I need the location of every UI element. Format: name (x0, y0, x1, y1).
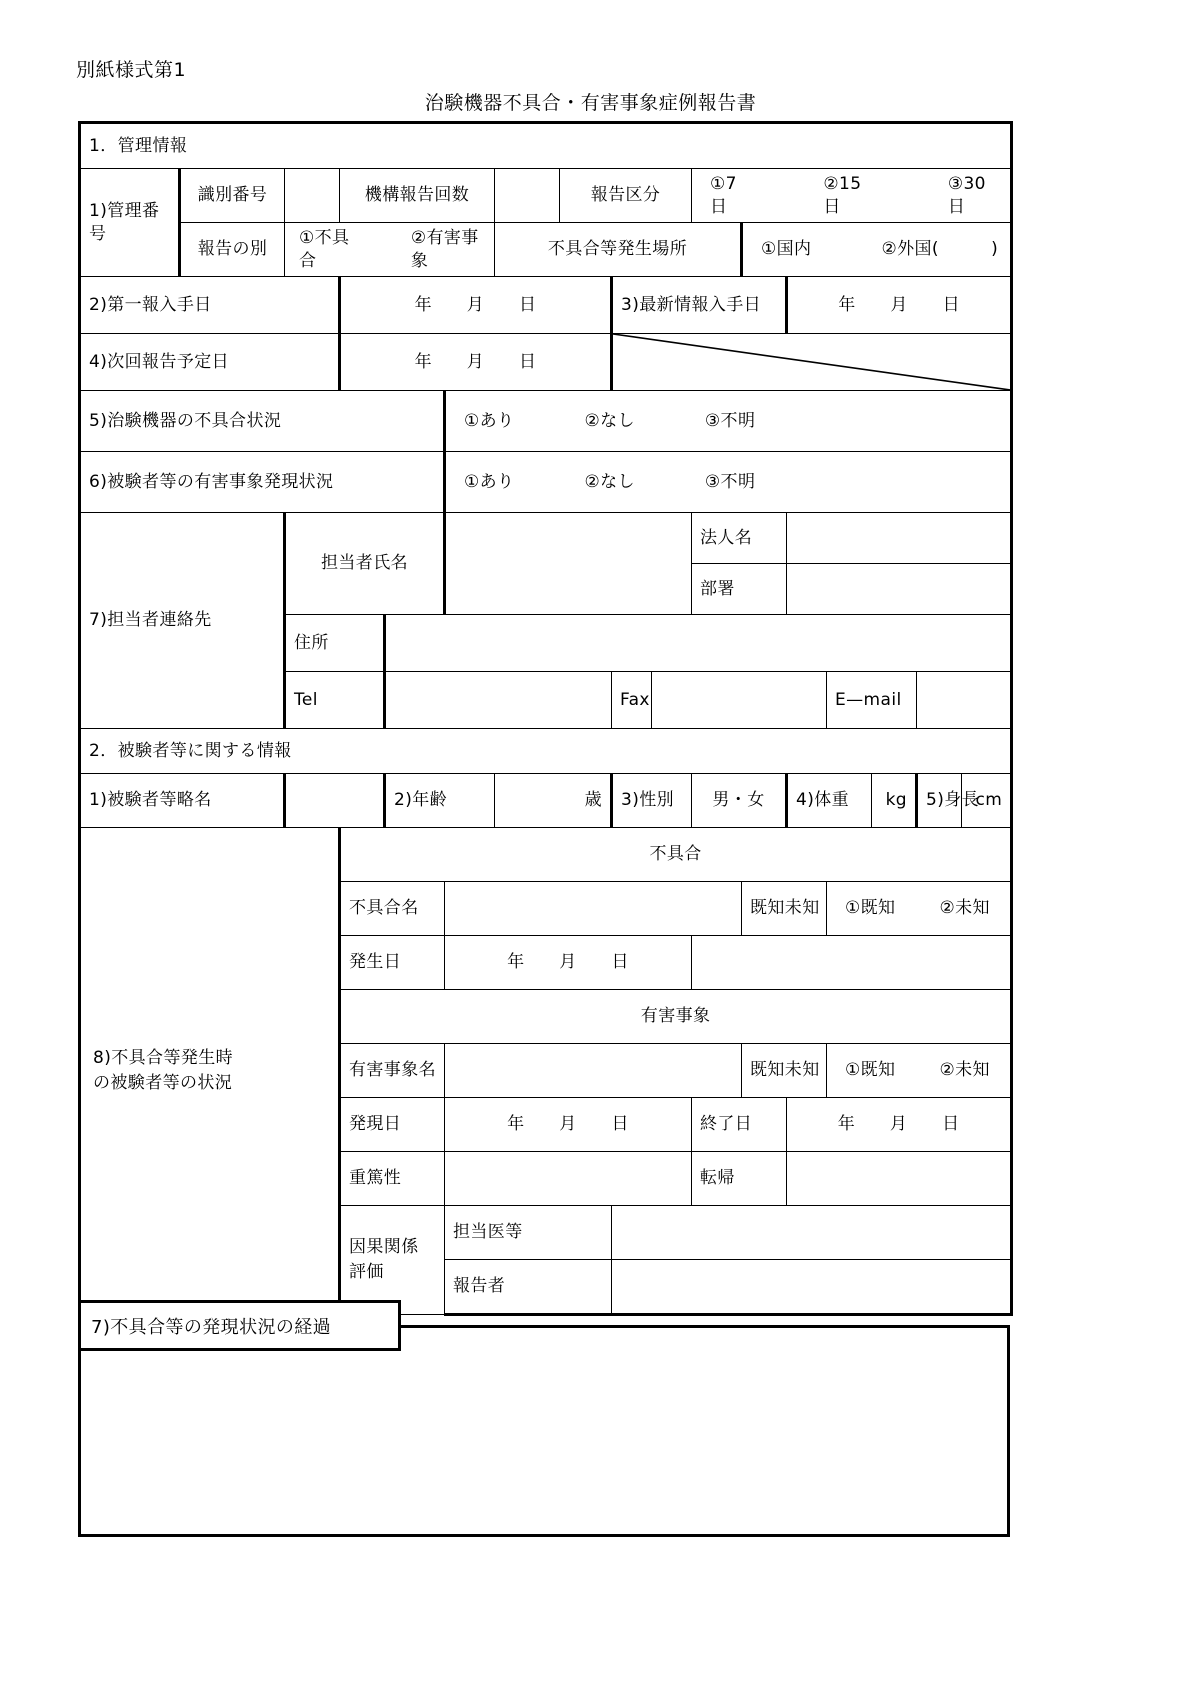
device-malfunction-status-label: 5)治験機器の不具合状況 (80, 391, 445, 452)
subject-ae-status-row (80, 452, 1012, 513)
subject-ae-option-no[interactable]: ②なし (584, 471, 635, 492)
causality-assessment-label-line2: 評価 (349, 1262, 384, 1282)
malfunction-occur-date-blank (692, 936, 1012, 990)
malfunction-known-option-known[interactable]: ①既知 (845, 898, 896, 919)
report-type-option-adverse-event[interactable]: ②有害事象 (410, 227, 479, 271)
occurrence-place-options (742, 223, 1012, 277)
malfunction-heading-row (80, 828, 1012, 882)
subject-ae-status-label: 6)被験者等の有害事象発現状況 (80, 452, 445, 513)
condition-at-occurrence-label (80, 828, 340, 1315)
next-report-date-label: 4)次回報告予定日 (80, 334, 340, 391)
kanri-number-label: 1)管理番号 (80, 169, 180, 277)
email-value[interactable] (917, 672, 1012, 729)
ae-outcome-label: 転帰 (692, 1152, 787, 1206)
subject-ae-status-options (445, 452, 1012, 513)
device-malfunction-option-unknown[interactable]: ③不明 (704, 410, 756, 431)
identification-number-label: 識別番号 (180, 169, 285, 223)
ae-known-label: 既知未知 (742, 1044, 827, 1098)
causality-doctor-value[interactable] (612, 1206, 1012, 1260)
malfunction-known-options (827, 882, 1012, 936)
subject-age-label: 2)年齢 (385, 774, 495, 828)
agency-report-count-value[interactable] (495, 169, 560, 223)
report-type-option-malfunction[interactable]: ①不具合 (299, 227, 350, 271)
contact-section-label: 7)担当者連絡先 (80, 513, 285, 729)
address-label: 住所 (285, 615, 385, 672)
ae-onset-date-label: 発現日 (340, 1098, 445, 1152)
section1-heading: 1．管理情報 (80, 123, 1012, 169)
ae-end-date-label: 終了日 (692, 1098, 787, 1152)
causality-reporter-label: 報告者 (445, 1260, 612, 1315)
causality-doctor-label: 担当医等 (445, 1206, 612, 1260)
subject-ae-option-unknown[interactable]: ③不明 (704, 471, 756, 492)
corporation-name-value[interactable] (787, 513, 1012, 564)
next-report-date-blank-cell (612, 334, 1012, 391)
occurrence-place-option-domestic[interactable]: ①国内 (761, 239, 812, 260)
latest-info-date-label: 3)最新情報入手日 (612, 277, 787, 334)
subject-sex-value[interactable]: 男・女 (692, 774, 787, 828)
subject-height-unit[interactable]: cm (962, 774, 1012, 828)
section1-heading-row (80, 123, 1012, 169)
malfunction-known-label: 既知未知 (742, 882, 827, 936)
report-category-option-15day[interactable]: ②15日 (823, 173, 862, 217)
malfunction-group-heading: 不具合 (340, 828, 1012, 882)
latest-info-date-value[interactable]: 年 月 日 (787, 277, 1012, 334)
subject-demographics-row (80, 774, 1012, 828)
subject-alias-label: 1)被験者等略名 (80, 774, 285, 828)
ae-known-options (827, 1044, 1012, 1098)
email-label: E—mail (827, 672, 917, 729)
ae-severity-label: 重篤性 (340, 1152, 445, 1206)
subject-sex-label: 3)性別 (612, 774, 692, 828)
agency-report-count-label: 機構報告回数 (340, 169, 495, 223)
causality-reporter-value[interactable] (612, 1260, 1012, 1315)
ae-severity-value[interactable] (445, 1152, 692, 1206)
report-form-table (78, 121, 1013, 1316)
identification-number-value[interactable] (285, 169, 340, 223)
next-report-date-row (80, 334, 1012, 391)
ae-name-value[interactable] (445, 1044, 742, 1098)
subject-weight-unit[interactable]: kg (872, 774, 917, 828)
ae-outcome-value[interactable] (787, 1152, 1012, 1206)
next-report-date-value[interactable]: 年 月 日 (340, 334, 612, 391)
malfunction-occur-date-value[interactable]: 年 月 日 (445, 936, 692, 990)
diagonal-strike-line (613, 334, 1010, 390)
contact-name-corp-row (80, 513, 1012, 564)
department-label: 部署 (692, 564, 787, 615)
contact-person-name-label: 担当者氏名 (285, 513, 445, 615)
subject-alias-value[interactable] (285, 774, 385, 828)
ae-end-date-value[interactable]: 年 月 日 (787, 1098, 1012, 1152)
first-report-date-row (80, 277, 1012, 334)
tel-label: Tel (285, 672, 385, 729)
ae-known-option-unknown[interactable]: ②未知 (939, 1060, 990, 1081)
malfunction-name-value[interactable] (445, 882, 742, 936)
device-malfunction-status-row (80, 391, 1012, 452)
subject-age-unit[interactable]: 歳 (495, 774, 612, 828)
ae-known-option-known[interactable]: ①既知 (845, 1060, 896, 1081)
condition-at-occurrence-label-line2: の被験者等の状況 (93, 1073, 233, 1093)
ae-onset-date-value[interactable]: 年 月 日 (445, 1098, 692, 1152)
address-value[interactable] (385, 615, 1012, 672)
causality-assessment-label (340, 1206, 445, 1315)
occurrence-place-option-foreign[interactable]: ②外国( ) (881, 239, 999, 260)
occurrence-place-label: 不具合等発生場所 (495, 223, 742, 277)
kanri-row-2 (80, 223, 1012, 277)
report-type-label: 報告の別 (180, 223, 285, 277)
first-report-date-value[interactable]: 年 月 日 (340, 277, 612, 334)
progress-description-box[interactable] (78, 1325, 1010, 1537)
section2-heading: 2．被験者等に関する情報 (80, 729, 1012, 774)
report-category-label: 報告区分 (560, 169, 692, 223)
ae-group-heading: 有害事象 (340, 990, 1012, 1044)
progress-description-label-box (78, 1300, 401, 1351)
device-malfunction-option-yes[interactable]: ①あり (464, 410, 515, 431)
contact-person-name-value[interactable] (445, 513, 692, 615)
ae-name-label: 有害事象名 (340, 1044, 445, 1098)
malfunction-occur-date-label: 発生日 (340, 936, 445, 990)
device-malfunction-option-no[interactable]: ②なし (584, 410, 635, 431)
subject-weight-label: 4)体重 (787, 774, 872, 828)
document-title: 治験機器不具合・有害事象症例報告書 (424, 92, 757, 114)
report-category-options (692, 169, 1012, 223)
report-category-option-30day[interactable]: ③30日 (947, 173, 986, 217)
kanri-row-1 (80, 169, 1012, 223)
condition-at-occurrence-label-line1: 8)不具合等発生時 (93, 1048, 234, 1069)
department-value[interactable] (787, 564, 1012, 615)
causality-assessment-label-line1: 因果関係 (349, 1237, 419, 1258)
malfunction-known-option-unknown[interactable]: ②未知 (939, 898, 990, 919)
corporation-name-label: 法人名 (692, 513, 787, 564)
tel-value[interactable] (385, 672, 612, 729)
report-category-option-7day[interactable]: ①7日 (710, 173, 737, 217)
form-number: 別紙様式第1 (76, 59, 187, 81)
section2-heading-row (80, 729, 1012, 774)
device-malfunction-status-options (445, 391, 1012, 452)
fax-label: Fax (612, 672, 652, 729)
progress-description-label: 7)不具合等の発現状況の経過 (91, 1316, 332, 1338)
fax-value[interactable] (652, 672, 827, 729)
report-type-options (285, 223, 495, 277)
subject-height-label: 5)身長 (917, 774, 962, 828)
progress-description-content[interactable] (81, 1328, 1007, 1534)
first-report-date-label: 2)第一報入手日 (80, 277, 340, 334)
subject-ae-option-yes[interactable]: ①あり (464, 471, 515, 492)
malfunction-name-label: 不具合名 (340, 882, 445, 936)
